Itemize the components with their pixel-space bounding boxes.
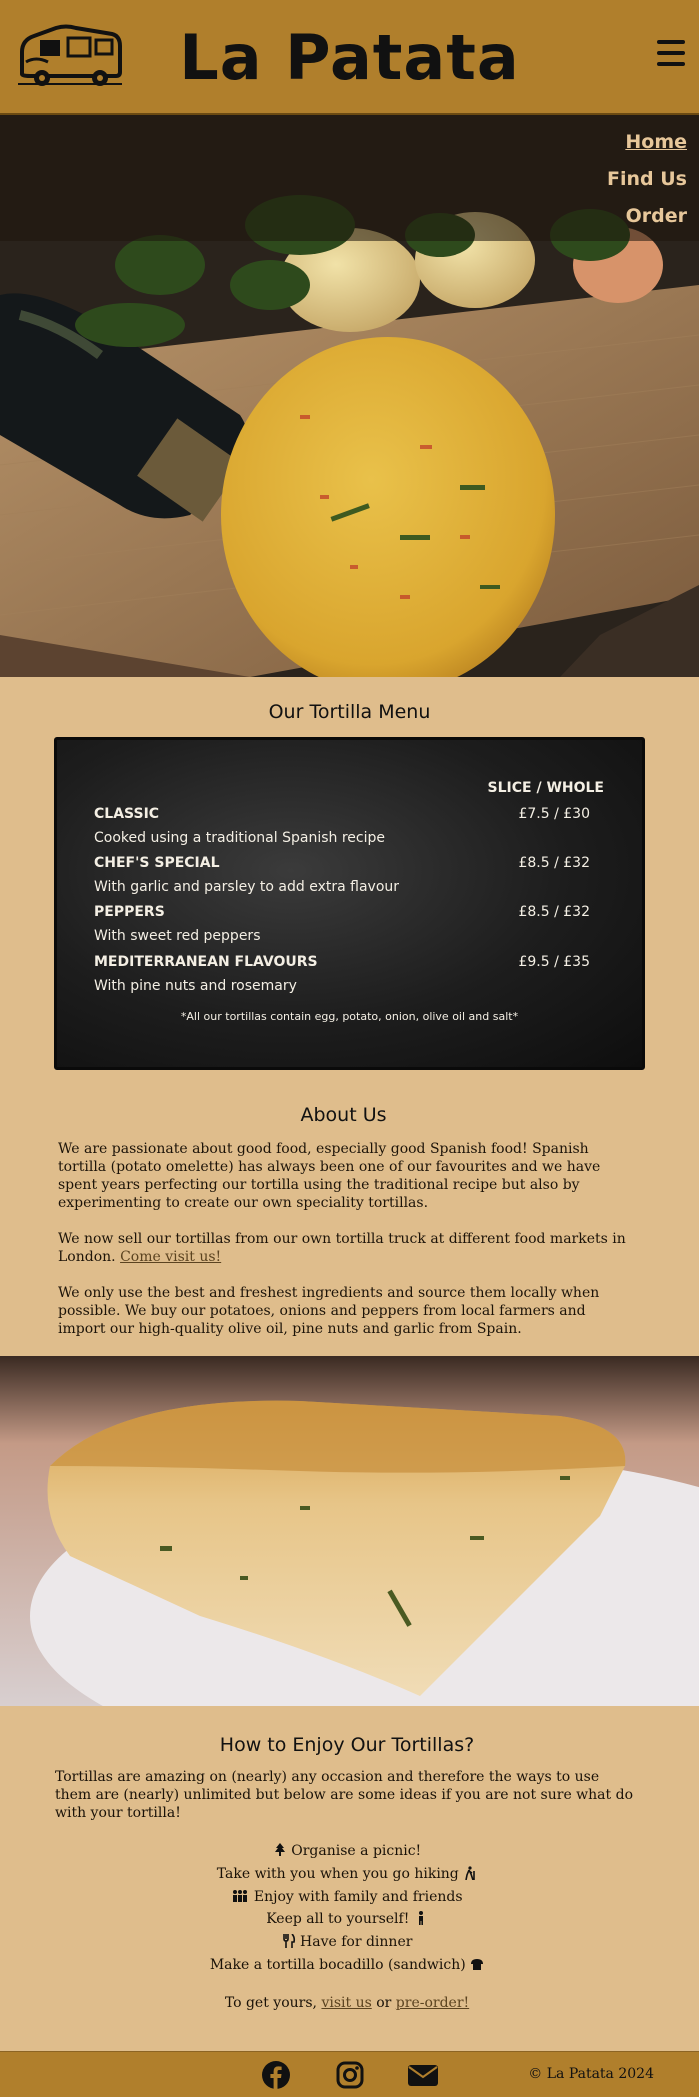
hamburger-menu-icon[interactable] [657, 40, 685, 66]
about-paragraph: We only use the best and freshest ingredients and source them locally when possible. We buy our potatoes, onions and peppers from local farmers and import our high-quality olive oil, pine nuts and garlic from Spain. [58, 1285, 600, 1337]
about-paragraph [58, 1230, 629, 1266]
hero-image [0, 115, 699, 677]
brand-title[interactable]: La Patata [179, 21, 520, 94]
pre-order-link[interactable]: pre-order! [395, 1994, 470, 2011]
tree-icon [273, 1843, 287, 1857]
menu-item-desc: Cooked using a traditional Spanish recipe [94, 830, 385, 846]
menu-item-name: PEPPERS [94, 904, 165, 920]
about-text: We now sell our tortillas from our own tortilla truck at different food markets in London. [58, 1231, 626, 1265]
about-title: About Us [300, 1104, 387, 1126]
nav-home-link[interactable]: Home [625, 131, 687, 153]
menu-item-name: CLASSIC [94, 806, 160, 822]
about-paragraph: We are passionate about good food, especially good Spanish food! Spanish tortilla (potato omelette) has always been one of our favourites and we have spent years perfecting our tortilla using the traditional recipe but also by experimenting to create our own speciality tortillas. [58, 1141, 601, 1211]
person-icon [414, 1911, 428, 1925]
cta-text: To get yours, [224, 1994, 317, 2011]
idea-text: Keep all to yourself! [266, 1911, 410, 1928]
visit-us-link[interactable]: visit us [321, 1994, 372, 2011]
enjoy-intro: Tortillas are amazing on (nearly) any occasion and therefore the ways to use them are (nearly) unlimited but below are some ideas if you are not sure what do with your tortilla! [55, 1769, 633, 1821]
site-header [0, 0, 699, 115]
utensils-icon [282, 1934, 296, 1948]
menu-item [94, 954, 590, 994]
menu-item-price: £9.5 / £35 [518, 954, 590, 970]
idea-text: Organise a picnic! [291, 1843, 422, 1859]
allergen-note: *All our tortillas contain egg, potato, onion, olive oil and salt* [180, 1010, 519, 1023]
idea-text: Have for dinner [300, 1934, 413, 1951]
instagram-icon[interactable] [335, 2060, 365, 2090]
chalkboard-menu [54, 737, 645, 1070]
list-item [55, 1840, 639, 1863]
about-section [0, 1080, 699, 1338]
menu-title: Our Tortilla Menu [268, 701, 431, 723]
idea-text: Enjoy with family and friends [253, 1888, 463, 1905]
list-item [55, 1863, 639, 1886]
menu-item-desc: With garlic and parsley to add extra flavour [94, 879, 400, 895]
order-cta [55, 1995, 639, 2051]
menu-section [0, 677, 699, 1080]
menu-item-price: £8.5 / £32 [518, 855, 590, 871]
menu-item-price: £7.5 / £30 [518, 806, 590, 822]
menu-item-name: MEDITERRANEAN FLAVOURS [94, 954, 318, 970]
cta-text: or [376, 1994, 392, 2011]
menu-item [94, 855, 590, 895]
site-footer [0, 2051, 699, 2097]
menu-item [94, 904, 590, 944]
menu-column-header: SLICE / WHOLE [487, 780, 604, 796]
list-item [55, 1954, 639, 1977]
menu-item-name: CHEF'S SPECIAL [94, 855, 220, 871]
nav-order-link[interactable]: Order [625, 205, 687, 227]
nav-find-us-link[interactable]: Find Us [607, 168, 687, 190]
list-item [55, 1908, 639, 1931]
menu-item-desc: With pine nuts and rosemary [94, 978, 297, 994]
email-envelope-icon[interactable] [407, 2060, 439, 2090]
enjoy-section [0, 1706, 699, 2051]
enjoy-title: How to Enjoy Our Tortillas? [219, 1734, 475, 1756]
facebook-icon[interactable] [261, 2060, 291, 2090]
list-item [55, 1886, 639, 1909]
ideas-list [55, 1840, 639, 1977]
copyright-text: © La Patata 2024 [528, 2065, 654, 2082]
idea-text: Make a tortilla bocadillo (sandwich) [209, 1956, 466, 1973]
idea-text: Take with you when you go hiking [216, 1865, 459, 1882]
tortilla-slice-photo [0, 1356, 699, 1706]
menu-item-desc: With sweet red peppers [94, 928, 261, 944]
main-nav [0, 115, 699, 241]
hiking-icon [463, 1866, 477, 1880]
bread-icon [470, 1957, 484, 1971]
tortilla-slice-image [0, 1356, 699, 1706]
menu-item [94, 806, 590, 846]
menu-item-price: £8.5 / £32 [518, 904, 590, 920]
list-item [55, 1931, 639, 1954]
people-icon [231, 1889, 249, 1903]
come-visit-link[interactable]: Come visit us! [120, 1249, 222, 1265]
